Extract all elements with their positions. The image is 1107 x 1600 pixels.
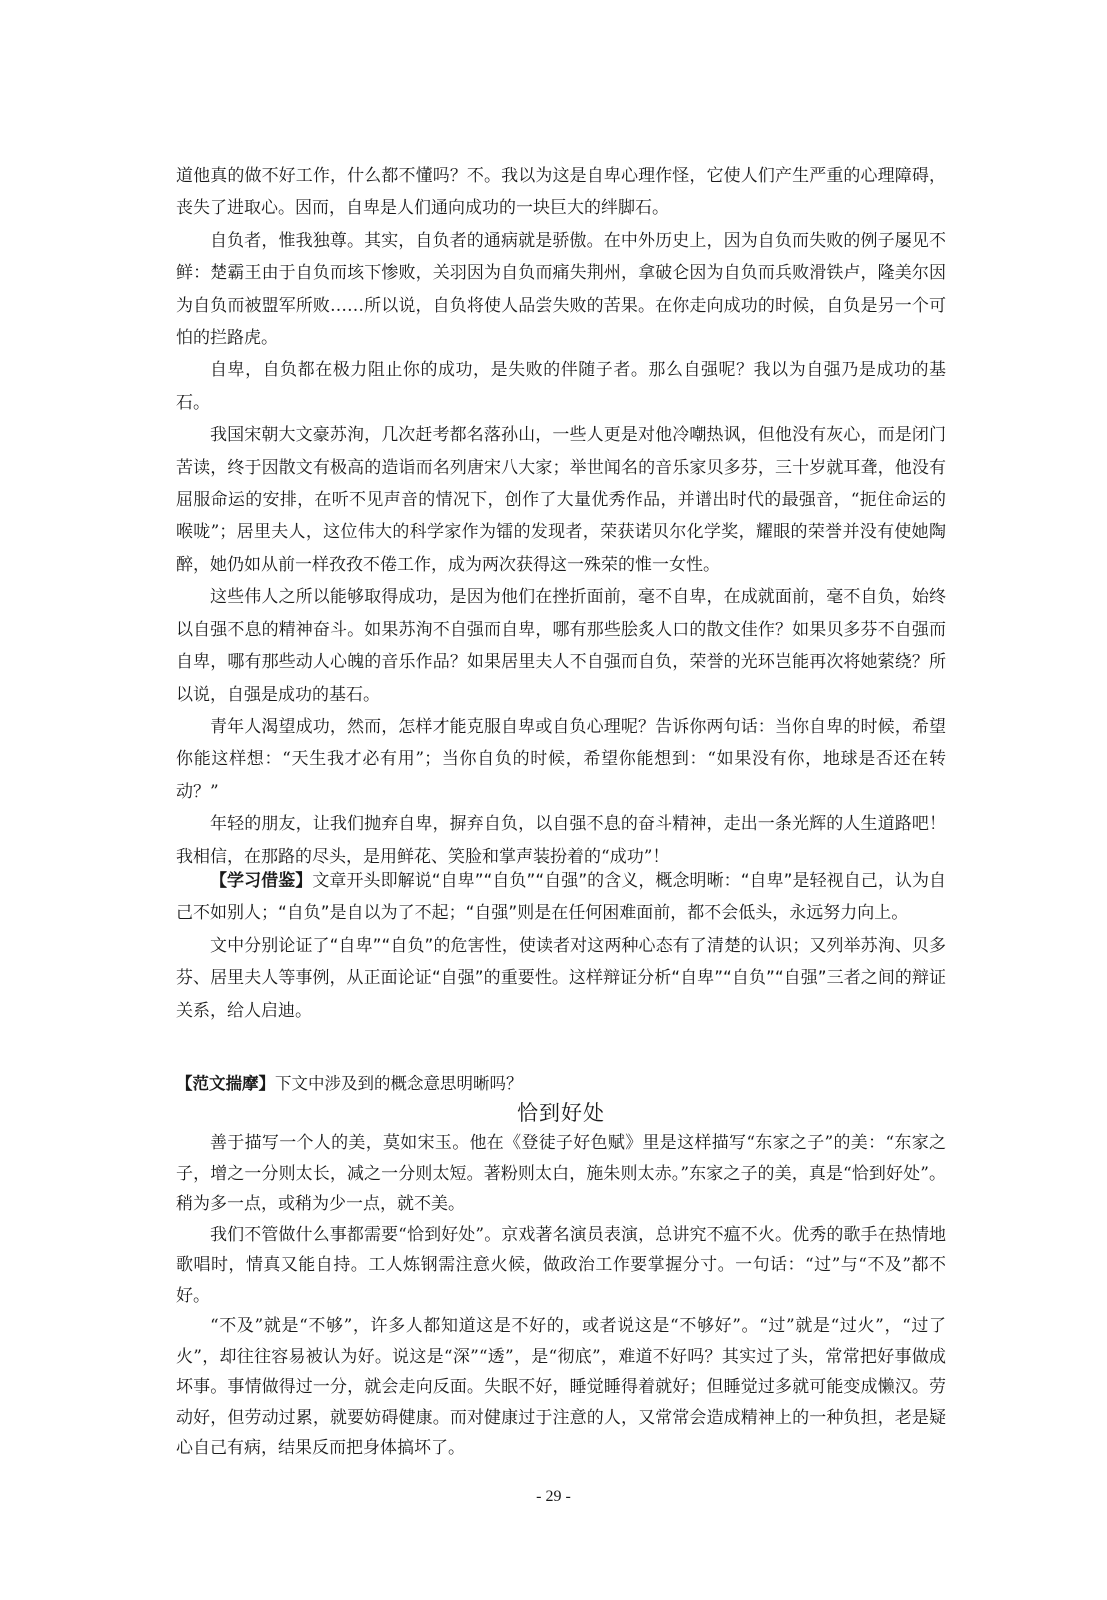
essay-paragraph: 青年人渴望成功，然而，怎样才能克服自卑或自负心理呢？告诉你两句话：当你自卑的时候，希望你能这样想：“天生我才必有用”；当你自负的时候，希望你能想到：“如果没有你，地球是否还在转动？”	[176, 716, 946, 802]
essay-paragraph: 我国宋朝大文豪苏洵，几次赶考都名落孙山，一些人更是对他冷嘲热讽，但他没有灰心，而是闭门苦读，终于因散文有极高的造诣而名列唐宋八大家；举世闻名的音乐家贝多芬，三十岁就耳聋，他没有屈服命运的安排，在听不见声音的情况下，创作了大量优秀作品，并谱出时代的最强音，“扼住命运的喉咙”；居里夫人，这位伟大的科学家作为镭的发现者，荣获诺贝尔化学奖，耀眼的荣誉并没有使她陶醉，她仍如从前一样孜孜不倦工作，成为两次获得这一殊荣的惟一女性。	[176, 425, 946, 575]
model-essay-paragraph: 我们不管做什么事都需要“恰到好处”。京戏著名演员表演，总讲究不瘟不火。优秀的歌手在热情地歌唱时，情真又能自持。工人炼钢需注意火候，做政治工作要掌握分寸。一句话：“过”与“不及”都不好。	[176, 1224, 946, 1306]
study-notes-section	[176, 865, 946, 1027]
essay-paragraph: 年轻的朋友，让我们抛弃自卑，摒弃自负，以自强不息的奋斗精神，走出一条光辉的人生道路吧！我相信，在那路的尽头，是用鲜花、笑脸和掌声装扮着的“成功”！	[176, 814, 946, 867]
study-notes-paragraph	[176, 865, 946, 930]
study-notes-text: 文章开头即解说“自卑”“自负”“自强”的含义，概念明晰：“自卑”是轻视自己，认为自己不如别人；“自负”是自以为了不起；“自强”则是在任何困难面前，都不会低头，永远努力向上。	[176, 871, 947, 924]
model-essay-title: 恰到好处	[517, 1101, 605, 1125]
model-essay-prompt: 下文中涉及到的概念意思明晰吗？	[275, 1074, 523, 1093]
study-notes-paragraph: 文中分别论证了“自卑”“自负”的危害性，使读者对这两种心态有了清楚的认识；又列举苏洵、贝多芬、居里夫人等事例，从正面论证“自强”的重要性。这样辩证分析“自卑”“自负”“自强”三者之间的辩证关系，给人启迪。	[176, 935, 946, 1021]
page-number: - 29 -	[536, 1488, 571, 1505]
essay-paragraph: 道他真的做不好工作，什么都不懂吗？不。我以为这是自卑心理作怪，它使人们产生严重的心理障碍，丧失了进取心。因而，自卑是人们通向成功的一块巨大的绊脚石。	[176, 166, 946, 219]
essay-body	[176, 160, 946, 873]
study-notes-tag: 【学习借鉴】	[210, 871, 313, 891]
essay-paragraph: 自卑，自负都在极力阻止你的成功，是失败的伴随子者。那么自强呢？我以为自强乃是成功的基石。	[176, 360, 946, 413]
model-essay-tag: 【范文揣摩】	[176, 1074, 275, 1093]
model-essay-paragraph: “不及”就是“不够”，许多人都知道这是不好的，或者说这是“不够好”。“过”就是“过火”，“过了火”，却往往容易被认为好。说这是“深”“透”，是“彻底”，难道不好吗？其实过了头，常常把好事做成坏事。事情做得过一分，就会走向反面。失眠不好，睡觉睡得着就好；但睡觉过多就可能变成懒汉。劳动好，但劳动过累，就要妨碍健康。而对健康过于注意的人，又常常会造成精神上的一种负担，老是疑心自己有病，结果反而把身体搞坏了。	[176, 1316, 946, 1458]
model-essay-body	[176, 1128, 946, 1464]
essay-paragraph: 自负者，惟我独尊。其实，自负者的通病就是骄傲。在中外历史上，因为自负而失败的例子屡见不鲜：楚霸王由于自负而垓下惨败，关羽因为自负而痛失荆州，拿破仑因为自负而兵败滑铁卢，隆美尔因为自负而被盟军所败……所以说，自负将使人品尝失败的苦果。在你走向成功的时候，自负是另一个可怕的拦路虎。	[176, 230, 946, 349]
model-essay-paragraph: 善于描写一个人的美，莫如宋玉。他在《登徒子好色赋》里是这样描写“东家之子”的美：“东家之子，增之一分则太长，减之一分则太短。著粉则太白，施朱则太赤。”东家之子的美，真是“恰到好处”。稍为多一点，或稍为少一点，就不美。	[176, 1133, 946, 1214]
essay-paragraph: 这些伟人之所以能够取得成功，是因为他们在挫折面前，毫不自卑，在成就面前，毫不自负，始终以自强不息的精神奋斗。如果苏洵不自强而自卑，哪有那些脍炙人口的散文佳作？如果贝多芬不自强而自卑，哪有那些动人心魄的音乐作品？如果居里夫人不自强而自负，荣誉的光环岂能再次将她萦绕？所以说，自强是成功的基石。	[176, 587, 946, 705]
model-essay-heading	[176, 1072, 946, 1096]
